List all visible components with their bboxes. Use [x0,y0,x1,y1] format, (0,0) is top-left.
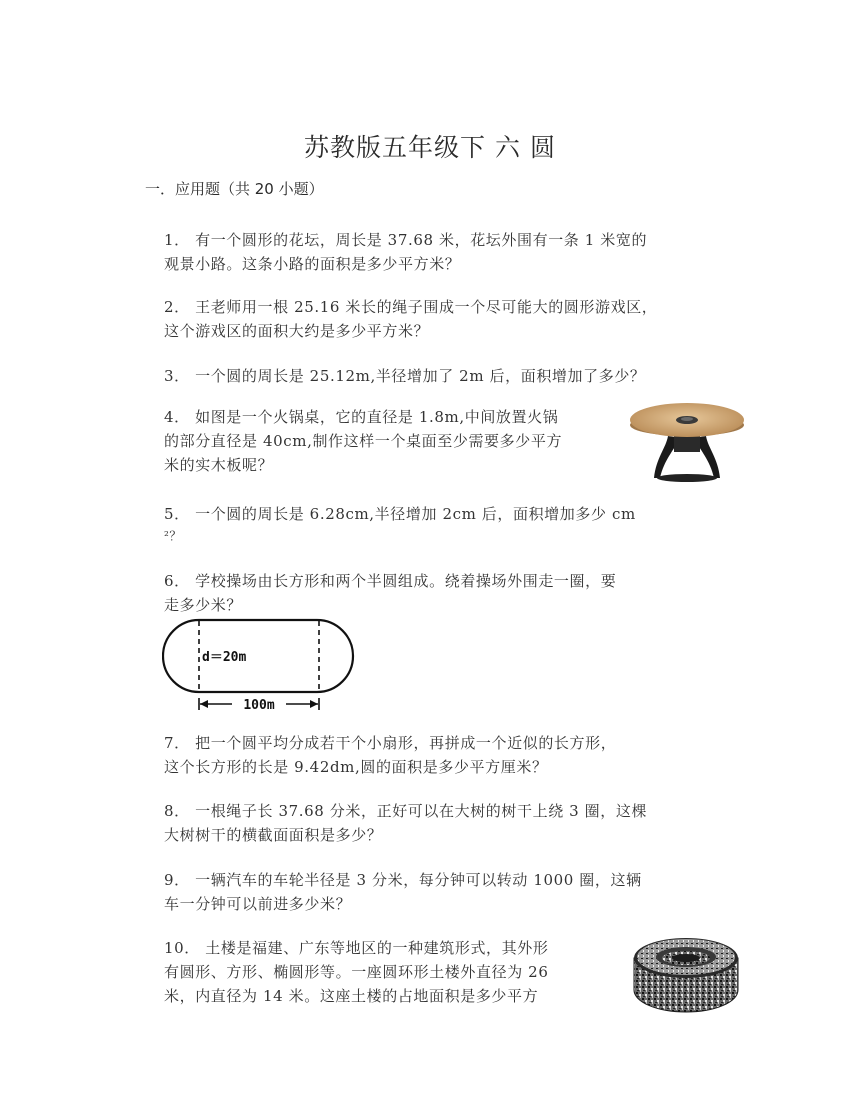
section-heading: 一．应用题（共 20 小题） [145,180,324,198]
question-text: 观景小路。这条小路的面积是多少平方米？ [164,255,461,273]
tulou-image [630,932,742,1016]
question-text: 这个游戏区的面积大约是多少平方米？ [164,322,430,340]
question-3 [164,364,646,388]
question-text: 米的实木板呢？ [164,456,274,474]
question-1 [164,228,647,276]
question-text: 9． 一辆汽车的车轮半径是 3 分米，每分钟可以转动 1000 圈，这辆 [164,871,642,889]
question-text: 米，内直径为 14 米。这座土楼的占地面积是多少平方 [164,987,539,1005]
length-label: 100m [243,698,275,712]
question-4 [164,405,562,477]
page-title: 苏教版五年级下 六 圆 [304,133,556,162]
question-9 [164,868,642,916]
question-8 [164,799,647,847]
running-track-diagram [162,618,358,712]
diameter-label: d＝20m [202,650,247,665]
question-6 [164,569,616,617]
question-7 [164,731,616,779]
question-5 [164,502,636,546]
question-2 [164,295,657,343]
question-text: 车一分钟可以前进多少米？ [164,895,352,913]
question-text: 5． 一个圆的周长是 6.28cm,半径增加 2cm 后，面积增加多少 cm [164,505,636,523]
question-text: 3． 一个圆的周长是 25.12m,半径增加了 2m 后，面积增加了多少？ [164,367,646,385]
question-text: 10． 土楼是福建、广东等地区的一种建筑形式，其外形 [164,939,549,957]
question-text: 有圆形、方形、椭圆形等。一座圆环形土楼外直径为 26 [164,963,549,981]
question-10 [164,936,548,1008]
question-text: 8． 一根绳子长 37.68 分米，正好可以在大树的树干上绕 3 圈，这棵 [164,802,648,820]
question-text: 4． 如图是一个火锅桌，它的直径是 1.8m,中间放置火锅 [164,408,559,426]
question-text: ²？ [164,529,183,543]
question-text: 7． 把一个圆平均分成若干个小扇形，再拼成一个近似的长方形， [164,734,617,752]
question-text: 这个长方形的长是 9.42dm,圆的面积是多少平方厘米？ [164,758,548,776]
hotpot-table-image [628,398,746,484]
question-text: 6． 学校操场由长方形和两个半圆组成。绕着操场外围走一圈，要 [164,572,617,590]
question-text: 的部分直径是 40cm,制作这样一个桌面至少需要多少平方 [164,432,563,450]
question-text: 2． 王老师用一根 25.16 米长的绳子围成一个尽可能大的圆形游戏区， [164,298,658,316]
question-text: 1． 有一个圆形的花坛，周长是 37.68 米，花坛外围有一条 1 米宽的 [164,231,648,249]
question-text: 走多少米？ [164,596,243,614]
question-text: 大树树干的横截面面积是多少？ [164,826,383,844]
track-outline [163,620,353,692]
